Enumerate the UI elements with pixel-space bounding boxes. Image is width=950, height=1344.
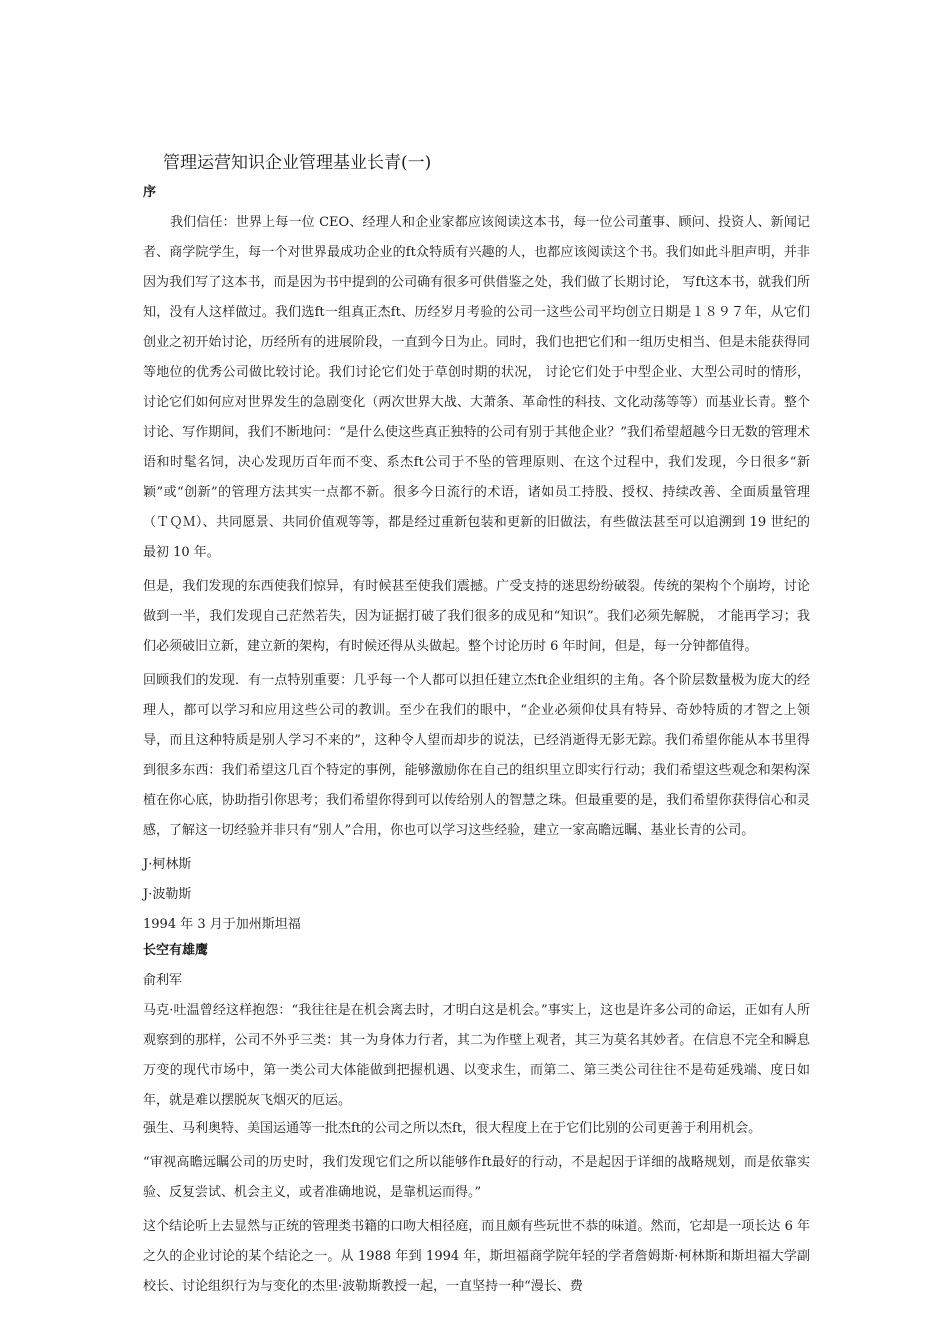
- eagle-paragraph-4: 这个结论听上去显然与正统的管理类书籍的口吻大相径庭，而且颇有些玩世不恭的味道。然而，它却是一项长达 6 年之久的企业讨论的某个结论之一。从 1988 年到 1994 年，斯坦福商学院年轻的学者詹姆斯·柯林斯和斯坦福大学副校长、讨论组织行为与变化的杰里·波勒斯教授一起，一直坚持一种“漫长、费: [143, 1219, 810, 1294]
- document-page: [143, 150, 810, 1306]
- eagle-paragraph-3: “审视高瞻远瞩公司的历史时，我们发现它们之所以能够作ft最好的行动，不是起因于详细的战略规划，而是依靠实验、反复尝试、机会主义，或者准确地说，是靠机运而得。”: [143, 1155, 810, 1200]
- eagle-paragraph-2: 强生、马利奥特、美国运通等一批杰ft的公司之所以杰ft，很大程度上在于它们比别的公司更善于利用机会。: [143, 1121, 762, 1136]
- preface-paragraph-2: 但是，我们发现的东西使我们惊异，有时候甚至使我们震撼。广受支持的迷思纷纷破裂。传统的架构个个崩垮，讨论做到一半，我们发现自己茫然若失，因为证据打破了我们很多的成见和“知识”。我们必须先解脱， 才能再学习；我们必须破旧立新，建立新的架构，有时候还得从头做起。整个讨论历时 6 年时间，但是，每一分钟都值得。: [143, 579, 810, 654]
- signature-date: 1994 年 3 月于加州斯坦福: [143, 917, 301, 932]
- document-title: 管理运营知识企业管理基业长青(一): [163, 153, 432, 173]
- eagle-heading: 长空有雄鹰: [143, 943, 209, 958]
- preface-paragraph-1: 我们信任：世界上每一位 CEO、经理人和企业家都应该阅读这本书，每一位公司董事、顾问、投资人、新闻记者、商学院学生，每一个对世界最成功企业的ft众特质有兴趣的人，也都应该阅读这个书。我们如此斗胆声明，并非因为我们写了这本书，而是因为书中提到的公司确有很多可供借鉴之处，我们做了长期讨论， 写ft这本书，就我们所知，没有人这样做过。我们选ft一组真正杰ft、历经岁月考验的公司一这些公司平均创立日期是１８９７年，从它们创业之初开始讨论，历经所有的进展阶段，一直到今日为止。同时，我们也把它们和一组历史相当、但是未能获得同等地位的优秀公司做比较讨论。我们讨论它们处于草创时期的状况， 讨论它们处于中型企业、大型公司时的情形，讨论它们如何应对世界发生的急剧变化（两次世界大战、大萧条、革命性的科技、文化动荡等等）而基业长青。整个讨论、写作期间，我们不断地问：“是什么使这些真正独特的公司有别于其他企业？”我们希望超越今日无数的管理术语和时髦名饲，决心发现历百年而不变、系杰ft公司于不坠的管理原则、在这个过程中，我们发现，今日很多“新颖”或“创新”的管理方法其实一点都不新。很多今日流行的术语，诸如员工持股、授权、持续改善、全面质量管理（ＴＱＭ）、共同愿景、共同价值观等等，都是经过重新包装和更新的旧做法，有些做法甚至可以追溯到 19 世纪的最初 10 年。: [143, 215, 810, 560]
- signature-collins: J·柯林斯: [143, 857, 192, 872]
- eagle-paragraph-1: 马克·吐温曾经这样抱怨：“我往往是在机会离去时，才明白这是机会。”事实上，这也是许多公司的命运，正如有人所观察到的那样，公司不外乎三类：其一为身体力行者，其二为作壁上观者，其三为莫名其妙者。在信息不完全和瞬息万变的现代市场中，第一类公司大体能做到把握机遇、以变求生，而第二、第三类公司往往不是苟延残端、度日如年，就是难以摆脱灰飞烟灭的厄运。: [143, 1003, 810, 1108]
- signature-porras: J·波勒斯: [143, 887, 192, 902]
- preface-paragraph-3: 回顾我们的发现．有一点特别重要：几乎每一个人都可以担任建立杰ft企业组织的主角。各个阶层数量极为庞大的经理人，都可以学习和应用这些公司的教训。至少在我们的眼中，“企业必须仰仗具有特异、奇妙特质的才智之上领导，而且这种特质是别人学习不来的”，这种令人望而却步的说法，已经消逝得无影无踪。我们希望你能从本书里得到很多东西：我们希望这几百个特定的事例，能够激励你在自己的组织里立即实行行动；我们希望这些观念和架构深植在你心底，协助指引你思考；我们希望你得到可以传给别人的智慧之珠。但最重要的是，我们希望你获得信心和灵感，了解这一切经验并非只有“别人”合用，你也可以学习这些经验，建立一家高瞻远瞩、基业长青的公司。: [143, 673, 810, 838]
- eagle-author: 俞利军: [143, 973, 183, 988]
- preface-heading: 序: [143, 185, 157, 200]
